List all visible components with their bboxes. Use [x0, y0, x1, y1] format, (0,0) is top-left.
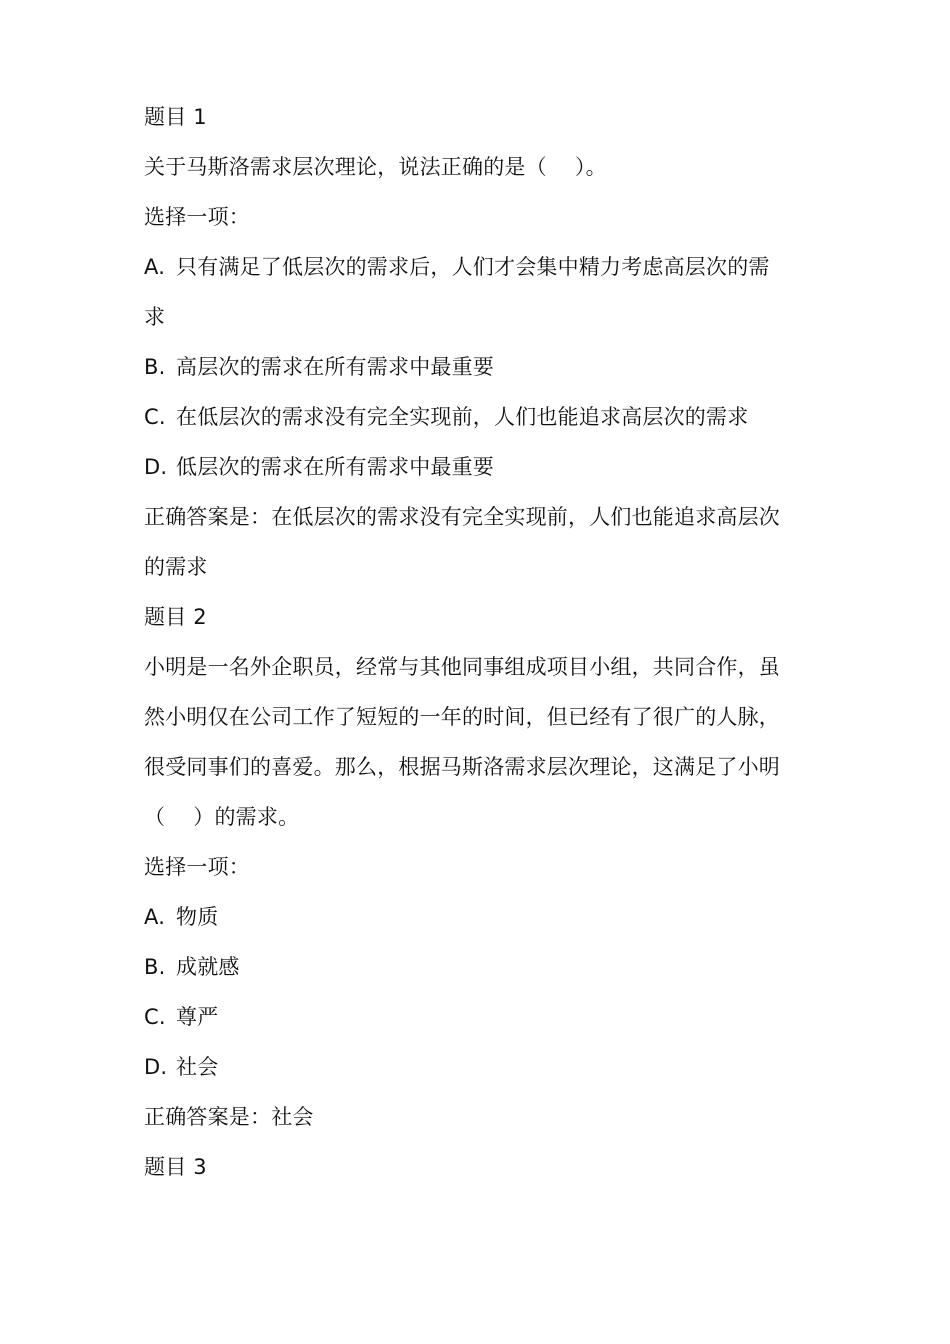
question-2-option-c — [144, 992, 824, 1042]
question-2-title: 题目 2 — [144, 605, 207, 629]
question-1-option-c — [144, 392, 824, 442]
question-1-answer: 正确答案是：在低层次的需求没有完全实现前，人们也能追求高层次 — [144, 505, 780, 529]
question-1-option-a — [144, 242, 824, 292]
option-letter: B. — [144, 955, 166, 979]
option-text: 成就感 — [176, 955, 240, 979]
option-text: 社会 — [176, 1055, 219, 1079]
question-2-option-a — [144, 892, 824, 942]
question-1-answer-continued: 的需求 — [144, 555, 208, 579]
option-letter: A. — [144, 255, 166, 279]
option-letter: A. — [144, 905, 166, 929]
question-2-stem-line-1: 小明是一名外企职员，经常与其他同事组成项目小组，共同合作，虽 — [144, 655, 780, 679]
option-letter: B. — [144, 355, 166, 379]
question-1-option-a-continued: 求 — [144, 305, 166, 329]
option-letter: C. — [144, 405, 166, 429]
question-2-select-prompt: 选择一项： — [144, 855, 250, 879]
question-2-stem-line-2: 然小明仅在公司工作了短短的一年的时间，但已经有了很广的人脉， — [144, 705, 780, 729]
document-page — [144, 92, 824, 1192]
question-1-stem: 关于马斯洛需求层次理论，说法正确的是（ ）。 — [144, 155, 607, 179]
option-letter: D. — [144, 1055, 168, 1079]
option-letter: C. — [144, 1005, 166, 1029]
option-text: 物质 — [176, 905, 219, 929]
question-3-title: 题目 3 — [144, 1155, 207, 1179]
question-1-select-prompt: 选择一项： — [144, 205, 250, 229]
option-text: 尊严 — [176, 1005, 219, 1029]
question-1-option-d — [144, 442, 824, 492]
question-2-option-b — [144, 942, 824, 992]
option-text: 低层次的需求在所有需求中最重要 — [176, 455, 494, 479]
question-2-stem-line-4: （ ）的需求。 — [144, 805, 300, 829]
question-2-option-d — [144, 1042, 824, 1092]
question-1-option-b — [144, 342, 824, 392]
question-2-answer: 正确答案是：社会 — [144, 1105, 314, 1129]
option-letter: D. — [144, 455, 168, 479]
option-text: 在低层次的需求没有完全实现前，人们也能追求高层次的需求 — [176, 405, 749, 429]
option-text: 高层次的需求在所有需求中最重要 — [176, 355, 494, 379]
option-text: 只有满足了低层次的需求后，人们才会集中精力考虑高层次的需 — [176, 255, 770, 279]
question-2-stem-line-3: 很受同事们的喜爱。那么，根据马斯洛需求层次理论，这满足了小明 — [144, 755, 780, 779]
question-1-title: 题目 1 — [144, 105, 207, 129]
